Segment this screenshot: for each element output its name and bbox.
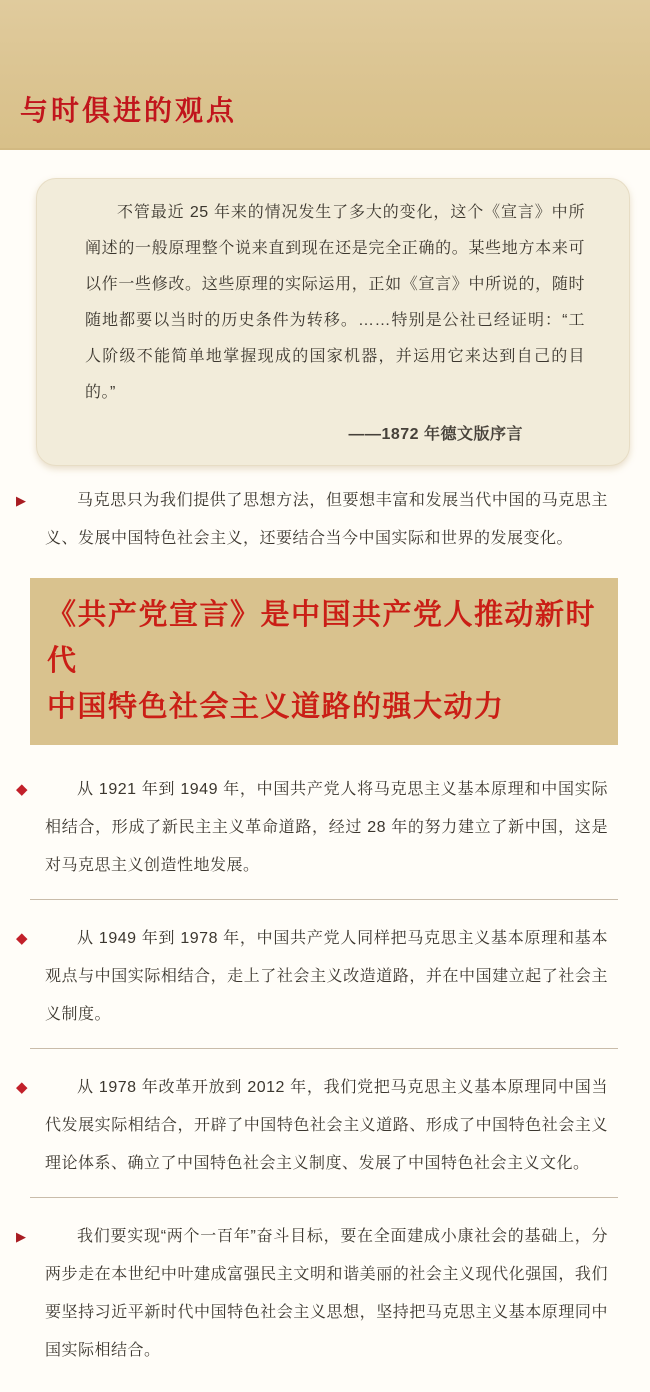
- point-text: 我们要实现“两个一百年”奋斗目标，要在全面建成小康社会的基础上，分两步走在本世纪中叶建成富强民主文明和谐美丽的社会主义现代化强国，我们要坚持习近平新时代中国特色社会主义思想，坚持把马克思主义基本原理同中国实际相结合。: [45, 1228, 608, 1359]
- point-text: 从 1949 年到 1978 年，中国共产党人同样把马克思主义基本原理和基本观点与中国实际相结合，走上了社会主义改造道路，并在中国建立起了社会主义制度。: [45, 930, 608, 1023]
- section-banner: [30, 578, 618, 745]
- point-1921-1949: [16, 771, 608, 885]
- intro-point-text: 马克思只为我们提供了思想方法，但要想丰富和发展当代中国的马克思主义、发展中国特色社会主义，还要结合当今中国实际和世界的发展变化。: [45, 492, 608, 547]
- point-1949-1978: [16, 920, 608, 1034]
- intro-point: [16, 482, 608, 558]
- point-two-centenary: [16, 1218, 608, 1370]
- diamond-bullet-icon: ◆: [16, 781, 29, 798]
- triangle-bullet-icon: ▶: [16, 493, 27, 508]
- banner-line-2: 中国特色社会主义道路的强大动力: [47, 691, 505, 723]
- triangle-bullet-icon: ▶: [16, 1229, 27, 1244]
- divider: [30, 1197, 618, 1198]
- diamond-bullet-icon: ◆: [16, 930, 29, 947]
- quote-box: [36, 178, 630, 466]
- divider: [30, 1048, 618, 1049]
- quote-text: 不管最近 25 年来的情况发生了多大的变化，这个《宣言》中所阐述的一般原理整个说来直到现在还是完全正确的。某些地方本来可以作一些修改。这些原理的实际运用，正如《宣言》中所说的，随时随地都要以当时的历史条件为转移。……特别是公社已经证明：“工人阶级不能简单地掌握现成的国家机器，并运用它来达到自己的目的。”: [85, 204, 585, 401]
- point-text: 从 1978 年改革开放到 2012 年，我们党把马克思主义基本原理同中国当代发展实际相结合，开辟了中国特色社会主义道路、形成了中国特色社会主义理论体系、确立了中国特色社会主义制度、发展了中国特色社会主义文化。: [45, 1079, 608, 1172]
- page-title: 与时俱进的观点: [20, 95, 238, 126]
- diamond-bullet-icon: ◆: [16, 1079, 29, 1096]
- quote-attribution: ——1872 年德文版序言: [348, 426, 523, 443]
- point-1978-2012: [16, 1069, 608, 1183]
- banner-line-1: 《共产党宣言》是中国共产党人推动新时代: [47, 599, 597, 677]
- header-band: [0, 0, 650, 150]
- divider: [30, 899, 618, 900]
- point-text: 从 1921 年到 1949 年，中国共产党人将马克思主义基本原理和中国实际相结合，形成了新民主主义革命道路，经过 28 年的努力建立了新中国，这是对马克思主义创造性地发展。: [45, 781, 608, 874]
